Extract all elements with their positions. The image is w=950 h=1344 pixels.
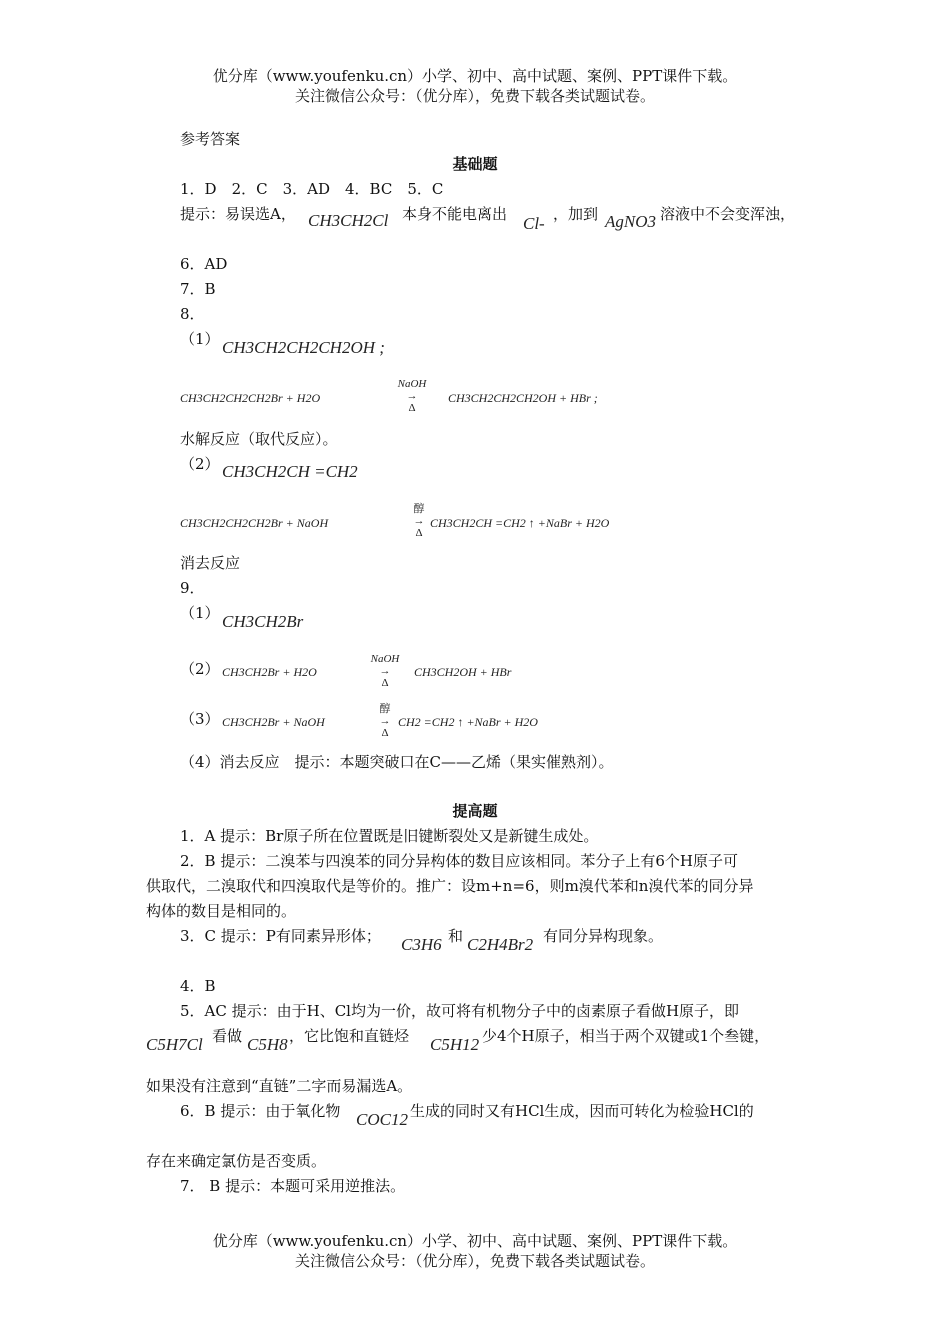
- answer-9: 9．: [180, 579, 205, 597]
- adv-answer-5-c: 少4个H原子，相当于两个双键或1个叁键，: [482, 1027, 770, 1045]
- q8-1-label: （1）: [180, 330, 220, 348]
- arrow-icon: →: [379, 715, 391, 727]
- section-heading-advanced: 提高题: [452, 802, 498, 820]
- q8-eq1-cond-top: NaOH: [397, 378, 427, 390]
- adv-answer-5-a: 看做: [212, 1027, 243, 1045]
- adv-answer-3-formula-2: C2H4Br2: [467, 935, 534, 954]
- q9-eq2-left: CH3CH2Br + H2O: [222, 665, 317, 679]
- adv-answer-3-a: 3．C 提示：P有同素异形体；: [180, 927, 381, 945]
- adv-answer-6-a: 6．B 提示：由于氧化物: [180, 1102, 341, 1120]
- q8-1-reaction-type: 水解反应（取代反应）。: [180, 430, 338, 448]
- hint-text-b: 本身不能电离出: [402, 205, 508, 223]
- page-title: 参考答案: [180, 130, 241, 148]
- q8-1-formula: CH3CH2CH2CH2OH ;: [222, 338, 385, 357]
- formula-ch3ch2cl: CH3CH2Cl: [308, 211, 389, 230]
- adv-answer-3-b: 和: [448, 927, 464, 945]
- adv-answer-5-line-1: 5．AC 提示：由于H、Cl均为一价，故可将有机物分子中的卤素原子看做H原子，即: [180, 1002, 740, 1020]
- hint-text-d: 溶液中不会变浑浊，: [660, 205, 796, 223]
- adv-answer-7: 7． B 提示：本题可采用逆推法。: [180, 1177, 406, 1195]
- q8-2-formula: CH3CH2CH =CH2: [222, 462, 358, 481]
- adv-answer-5-formula-3: C5H12: [430, 1035, 480, 1054]
- answer-6: 6．AD: [180, 255, 228, 273]
- adv-answer-5-formula-1: C5H7Cl: [146, 1035, 203, 1054]
- section-heading-basic: 基础题: [452, 155, 498, 173]
- adv-answer-3-c: 有同分异构现象。: [543, 927, 664, 945]
- q9-2-label: （2）: [180, 660, 220, 678]
- header-line-1: 优分库（www.youfenku.cn）小学、初中、高中试题、案例、PPT课件下载。: [212, 67, 738, 85]
- q8-eq2-left: CH3CH2CH2CH2Br + NaOH: [180, 516, 329, 530]
- q9-eq3-right: CH2 =CH2 ↑ +NaBr + H2O: [398, 715, 538, 729]
- adv-answer-2-line-2: 供取代，二溴取代和四溴取代是等价的。推广：设m+n=6，则m溴代苯和n溴代苯的同分异: [146, 877, 754, 895]
- arrow-icon: →: [379, 665, 391, 677]
- q9-eq2-cond-top: NaOH: [370, 653, 400, 665]
- q9-1-formula: CH3CH2Br: [222, 612, 304, 631]
- formula-agno3: AgNO3: [605, 212, 656, 231]
- q8-eq1-right: CH3CH2CH2CH2OH + HBr ;: [448, 391, 598, 405]
- adv-answer-6-b: 生成的同时又有HCl生成，因而可转化为检验HCl的: [410, 1102, 754, 1120]
- header-line-2: 关注微信公众号：（优分库），免费下载各类试题试卷。: [294, 87, 655, 105]
- arrow-icon: →: [413, 515, 425, 527]
- q8-eq2-right: CH3CH2CH =CH2 ↑ +NaBr + H2O: [430, 516, 610, 530]
- adv-answer-2-line-3: 构体的数目是相同的。: [146, 902, 297, 920]
- arrow-icon: →: [406, 390, 418, 402]
- adv-answer-5-formula-2: C5H8: [247, 1035, 288, 1054]
- footer-line-2: 关注微信公众号：（优分库），免费下载各类试题试卷。: [294, 1252, 655, 1270]
- adv-answer-2-line-1: 2．B 提示：二溴苯与四溴苯的同分异构体的数目应该相同。苯分子上有6个H原子可: [180, 852, 738, 870]
- answers-1-5: 1．D 2．C 3．AD 4．BC 5．C: [180, 180, 444, 198]
- q9-3-label: （3）: [180, 710, 220, 728]
- adv-answer-5-line-3: 如果没有注意到“直链”二字而易漏选A。: [146, 1077, 413, 1095]
- answer-8: 8．: [180, 305, 205, 323]
- hint-text-a: 提示：易误选A，: [180, 205, 296, 223]
- q8-eq1-condition: [393, 378, 431, 414]
- q9-eq3-cond-top: 醇: [379, 703, 391, 715]
- formula-cl: Cl-: [523, 214, 545, 233]
- q8-eq1-left: CH3CH2CH2CH2Br + H2O: [180, 391, 321, 405]
- q8-2-reaction-type: 消去反应: [180, 554, 241, 572]
- q9-eq3-left: CH3CH2Br + NaOH: [222, 715, 325, 729]
- q8-eq2-cond-top: 醇: [413, 503, 425, 515]
- adv-answer-6-line-2: 存在来确定氯仿是否变质。: [146, 1152, 327, 1170]
- q9-eq3-condition: [370, 703, 400, 739]
- adv-answer-1: 1．A 提示：Br原子所在位置既是旧键断裂处又是新键生成处。: [180, 827, 599, 845]
- q8-2-label: （2）: [180, 455, 220, 473]
- q9-eq2-condition: [362, 653, 408, 689]
- q9-4: （4）消去反应 提示：本题突破口在C——乙烯（果实催熟剂）。: [180, 753, 614, 771]
- q9-1-label: （1）: [180, 604, 220, 622]
- adv-answer-5-b: ，它比饱和直链烃: [289, 1027, 410, 1045]
- q8-eq1-cond-bot: Δ: [408, 402, 416, 414]
- adv-answer-3-formula-1: C3H6: [401, 935, 442, 954]
- adv-answer-6-formula: COC12: [356, 1110, 408, 1129]
- q9-eq2-right: CH3CH2OH + HBr: [414, 665, 512, 679]
- footer-line-1: 优分库（www.youfenku.cn）小学、初中、高中试题、案例、PPT课件下载。: [212, 1232, 738, 1250]
- answer-7: 7．B: [180, 280, 216, 298]
- q9-eq2-cond-bot: Δ: [381, 677, 389, 689]
- adv-answer-4: 4．B: [180, 977, 216, 995]
- q8-eq2-cond-bot: Δ: [415, 527, 423, 539]
- hint-text-c: ，加到: [553, 205, 599, 223]
- q9-eq3-cond-bot: Δ: [381, 727, 389, 739]
